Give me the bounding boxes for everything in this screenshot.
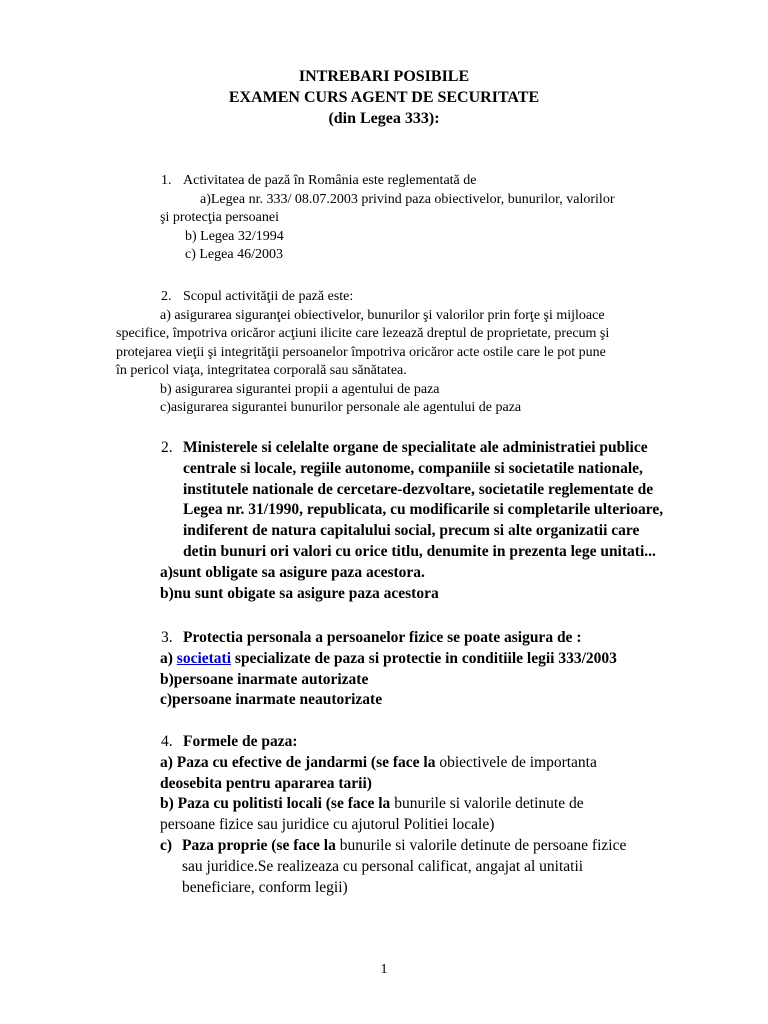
document-title (0, 66, 768, 129)
answer-b: b)persoane inarmate autorizate (160, 670, 369, 688)
answer-c: c)persoane inarmate neautorizate (160, 691, 383, 709)
question-number: 3. (161, 629, 173, 646)
question-number: 4. (161, 733, 173, 750)
answer-a: a)Legea nr. 333/ 08.07.2003 privind paza obiectivelor, bunurilor, valorilor (200, 191, 615, 207)
answer-a-continued: deosebita pentru apararea tarii) (160, 774, 372, 792)
question-text-continued: centrale si locale, regiile autonome, companiile si societatile nationale, (183, 459, 643, 477)
answer-a: a) Paza cu efective de jandarmi (se face la obiectivele de importanta (160, 753, 597, 771)
question-number: 1. (161, 173, 172, 188)
answer-b: b) Legea 32/1994 (185, 228, 284, 244)
answer-a-continued: şi protecţia persoanei (160, 210, 279, 225)
question-text: Formele de paza: (183, 733, 298, 750)
question-text: Activitatea de pază în România este reglementată de (183, 173, 477, 188)
question-2-ministries (0, 438, 768, 604)
answer-c-continued: beneficiare, conform legii) (182, 878, 348, 896)
question-text: Protectia personala a persoanelor fizice se poate asigura de : (183, 629, 582, 646)
question-number: 2. (161, 439, 173, 456)
answer-a-continued: specifice, împotriva oricăror acţiuni ilicite care lezează dreptul de proprietate, precum şi (116, 326, 610, 341)
title-line-2: EXAMEN CURS AGENT DE SECURITATE (228, 89, 540, 106)
answer-a: a) societati specializate de paza si protectie in conditiile legii 333/2003 (160, 649, 617, 667)
answer-c: c)asigurarea sigurantei bunurilor personale ale agentului de paza (160, 400, 522, 415)
answer-a: a)sunt obligate sa asigure paza acestora. (160, 563, 425, 581)
question-text: Scopul activităţii de pază este: (183, 289, 354, 304)
question-text-continued: institutele nationale de cercetare-dezvoltare, societatile reglementate de (183, 480, 654, 498)
answer-a: a) asigurarea siguranţei obiectivelor, bunurilor şi valorilor prin forţe şi mijloace (160, 307, 605, 323)
answer-b: b) Paza cu politisti locali (se face la bunurile si valorile detinute de (160, 795, 584, 813)
question-text-continued: detin bunuri ori valori cu orice titlu, denumite in prezenta lege unitati... (183, 542, 656, 560)
question-2-scope (0, 288, 768, 418)
question-text: Ministerele si celelalte organe de specialitate ale administratiei publice (183, 439, 648, 456)
question-text-continued: indiferent de natura capitalului social, precum si alte organizatii care (183, 522, 640, 540)
answer-c: c) Legea 46/2003 (185, 247, 283, 262)
question-1 (0, 172, 768, 265)
question-3 (0, 628, 768, 711)
answer-c-continued: sau juridice.Se realizeaza cu personal calificat, angajat al unitatii (182, 857, 584, 875)
question-text-continued: Legea nr. 31/1990, republicata, cu modificarile si completarile ulterioare, (183, 501, 664, 519)
page-number: 1 (380, 962, 388, 977)
answer-b-continued: persoane fizice sau juridice cu ajutorul Politiei locale) (160, 816, 495, 834)
title-line-1: INTREBARI POSIBILE (298, 68, 470, 85)
question-number: 2. (161, 289, 172, 304)
societati-link[interactable]: societati (176, 649, 232, 667)
answer-b: b) asigurarea sigurantei propii a agentului de paza (160, 381, 440, 397)
answer-a-continued: în pericol viaţa, integritatea corporală sau sănătatea. (116, 363, 407, 378)
title-line-3: (din Legea 333): (328, 110, 440, 127)
answer-c: c) Paza proprie (se face la bunurile si valorile detinute de persoane fizice (160, 836, 627, 854)
answer-b: b)nu sunt obigate sa asigure paza acestora (160, 584, 439, 602)
answer-a-continued: protejarea vieţii şi integrităţii persoanelor împotriva oricăror acte ostile care le pot pune (116, 344, 606, 360)
question-4 (0, 732, 768, 898)
